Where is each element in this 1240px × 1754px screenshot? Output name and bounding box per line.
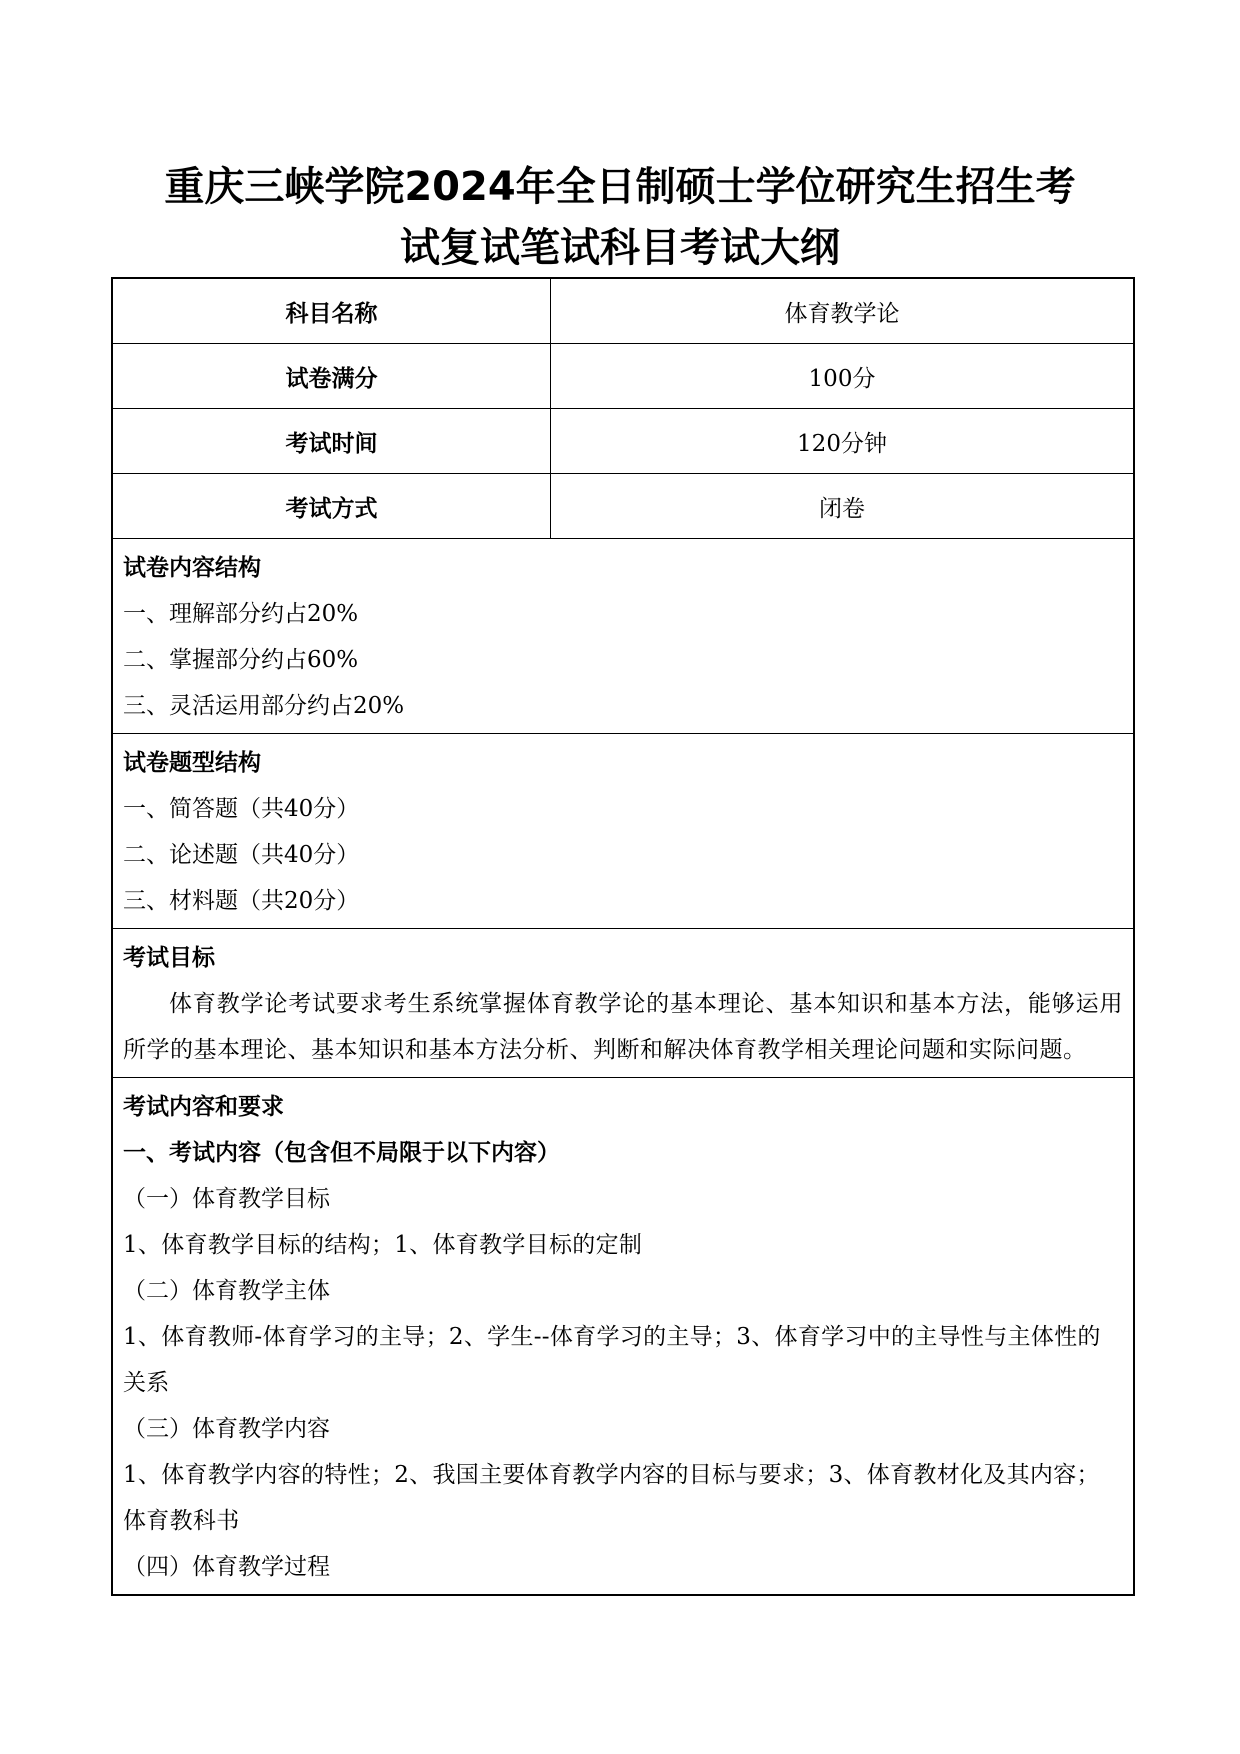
info-label: 科目名称 xyxy=(113,279,551,343)
section-heading: 试卷内容结构 xyxy=(123,554,261,581)
topic-text: 1、体育教学内容的特性；2、我国主要体育教学内容的目标与要求；3、体育教材化及其内容；体育教科书 xyxy=(123,1462,1100,1534)
topic-title: （四）体育教学过程 xyxy=(123,1554,330,1580)
section-heading: 考试目标 xyxy=(123,944,215,971)
topic-title: （一）体育教学目标 xyxy=(123,1186,330,1212)
info-row-subject xyxy=(113,279,1133,344)
section-subheading: 一、考试内容（包含但不局限于以下内容） xyxy=(123,1139,560,1166)
topic-text: 1、体育教师-体育学习的主导；2、学生--体育学习的主导；3、体育学习中的主导性与主体性的关系 xyxy=(123,1324,1101,1396)
info-value: 100分 xyxy=(808,365,876,392)
list-item: 一、简答题（共40分） xyxy=(123,796,360,822)
info-value: 体育教学论 xyxy=(784,300,900,327)
info-value: 120分钟 xyxy=(797,430,887,457)
info-row-duration xyxy=(113,409,1133,474)
info-value: 闭卷 xyxy=(819,495,865,522)
topic-text: 1、体育教学目标的结构；1、体育教学目标的定制 xyxy=(123,1232,643,1258)
section-exam-content xyxy=(113,1078,1133,1594)
section-exam-goal xyxy=(113,929,1133,1078)
info-label: 考试时间 xyxy=(113,409,551,473)
section-heading: 试卷题型结构 xyxy=(123,749,261,776)
document-title-line-2: 试复试笔试科目考试大纲 xyxy=(400,225,840,271)
list-item: 三、灵活运用部分约占20% xyxy=(123,693,405,719)
list-item: 一、理解部分约占20% xyxy=(123,601,359,627)
list-item: 二、论述题（共40分） xyxy=(123,842,360,868)
topic-title: （二）体育教学主体 xyxy=(123,1278,330,1304)
topic-title: （三）体育教学内容 xyxy=(123,1416,330,1442)
info-label: 试卷满分 xyxy=(113,344,551,408)
goal-paragraph: 体育教学论考试要求考生系统掌握体育教学论的基本理论、基本知识和基本方法，能够运用所学的基本理论、基本知识和基本方法分析、判断和解决体育教学相关理论问题和实际问题。 xyxy=(123,991,1123,1063)
info-row-format xyxy=(113,474,1133,539)
section-heading: 考试内容和要求 xyxy=(123,1093,284,1120)
info-label: 考试方式 xyxy=(113,474,551,538)
section-content-structure xyxy=(113,539,1133,734)
list-item: 三、材料题（共20分） xyxy=(123,888,360,914)
section-question-types xyxy=(113,734,1133,929)
info-row-score xyxy=(113,344,1133,409)
syllabus-table xyxy=(111,277,1135,1596)
list-item: 二、掌握部分约占60% xyxy=(123,647,359,673)
document-title-line-1: 重庆三峡学院2024年全日制硕士学位研究生招生考 xyxy=(164,164,1076,210)
